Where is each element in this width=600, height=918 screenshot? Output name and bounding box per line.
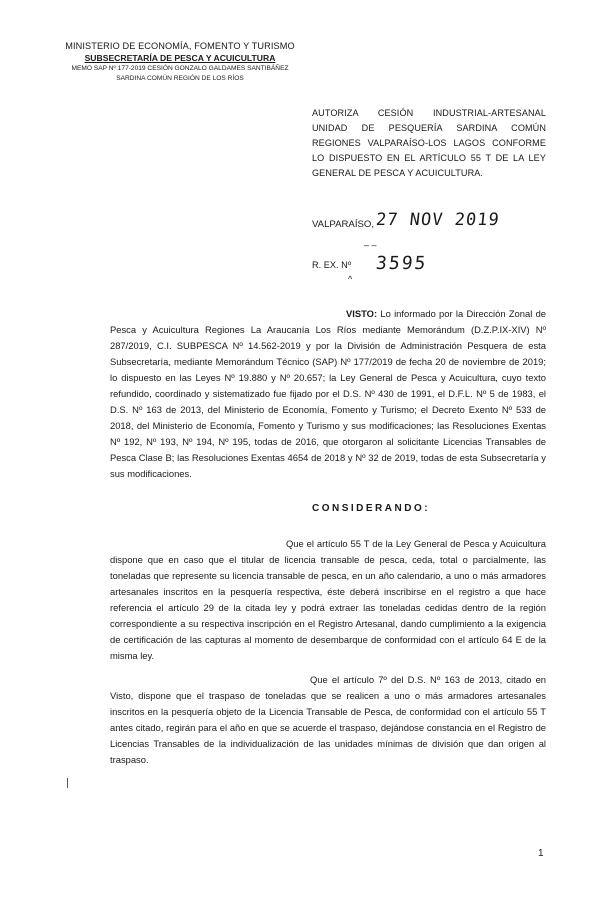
considerando-paragraph-2: Que el artículo 7º del D.S. Nº 163 de 2013, citado en Visto, dispone que el traspaso de toneladas que se realicen a uno o más armadores artesanales inscritos en la pesquería objeto de la Licencia Transable de Pesca, de conformidad con el artículo 55 T antes citado, regirán para el año en que se acuerde el traspaso, dejándose constancia en el Registro de Licencias Transables de la individualización de las unidades mínimas de división que dan origen al traspaso. — [110, 674, 546, 765]
considerando-paragraph-1: Que el artículo 55 T de la Ley General de Pesca y Acuicultura dispone que en caso que el titular de licencia transable de pesca, ceda, total o parcialmente, las toneladas que represente su licencia transable de pesca, en un año calendario, a uno o más armadores artesanales inscritos en la pesquería respectiva, éste deberá inscribirse en el registro a que hace referencia el artículo 29 de la citada ley y podrá extraer las toneladas cedidas dentro de la región correspondiente a su respectiva inscripción en el Registro Artesanal, dando cumplimiento a la exigencia de certificación de las capturas al momento de desembarque de conformidad con el artículo 64 E de la misma ley. — [110, 538, 546, 661]
margin-mark — [67, 778, 68, 788]
considerando-heading: CONSIDERANDO: — [312, 503, 431, 514]
memo-reference: MEMO SAP Nº 177-2019 CESIÓN GONZALO GALDAMES SANTIBÁÑEZ — [71, 65, 289, 72]
letterhead — [50, 40, 310, 84]
ministry-name: MINISTERIO DE ECONOMÍA, FOMENTO Y TURISMO — [65, 41, 295, 51]
species-reference: SARDINA COMÚN REGIÓN DE LOS RÍOS — [116, 75, 244, 82]
caret-mark: ^ — [348, 274, 353, 284]
rex-label: R. EX. Nº — [312, 260, 352, 270]
rex-number-stamp: 3595 — [374, 253, 429, 274]
date-stamp: 27 NOV 2019 — [374, 210, 501, 230]
place-label: VALPARAÍSO, — [312, 219, 375, 230]
visto-label: VISTO: — [346, 308, 378, 319]
subsecretaria-name: SUBSECRETARÍA DE PESCA Y ACUICULTURA — [84, 53, 276, 63]
visto-paragraph — [110, 306, 546, 482]
visto-text: Lo informado por la Dirección Zonal de Pesca y Acuicultura Regiones La Araucanía Los Ríos mediante Memorándum (D.Z.P.IX-XIV) Nº 287/2019, C.I. SUBPESCA Nº 14.562-2019 y por la División de Administración Pesquera de esta Subsecretaría, mediante Memorándum Técnico (SAP) Nº 177/2019 de fecha 20 de noviembre de 2019; lo dispuesto en las Leyes Nº 19.880 y Nº 20.657; la Ley General de Pesca y Acuicultura, cuyo texto refundido, coordinado y sistematizado fue fijado por el D.S. Nº 430 de 1991, el D.F.L. Nº 5 de 1983, el D.S. Nº 163 de 2013, del Ministerio de Economía, Fomento y Turismo; el Decreto Exento Nº 533 de 2018, del Ministerio de Economía, Fomento y Turismo y sus modificaciones; las Resoluciones Exentas Nº 192, Nº 193, Nº 194, Nº 195, todas de 2016, que otorgaron al solicitante Licencias Transables de Pesca Clase B; las Resoluciones Exentas 4654 de 2018 y Nº 32 de 2019, todas de esta Subsecretaría y sus modificaciones. — [110, 308, 546, 479]
page-number: 1 — [538, 848, 544, 859]
handwritten-mark: – – — [364, 240, 377, 250]
resolution-subject: AUTORIZA CESIÓN INDUSTRIAL-ARTESANAL UNIDAD DE PESQUERÍA SARDINA COMÚN REGIONES VALPARAÍSO-LOS LAGOS CONFORME LO DISPUESTO EN EL ARTÍCULO 55 T DE LA LEY GENERAL DE PESCA Y ACUICULTURA. — [312, 108, 546, 178]
